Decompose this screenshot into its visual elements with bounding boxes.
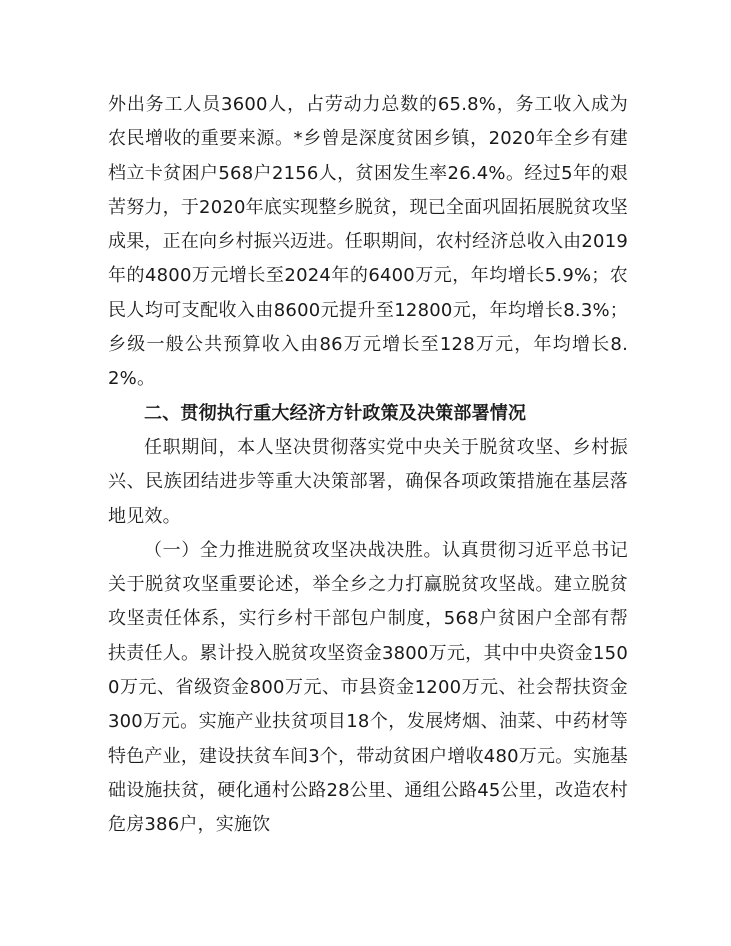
document-page — [108, 88, 628, 843]
body-paragraph-poverty-alleviation: （一）全力推进脱贫攻坚决战决胜。认真贯彻习近平总书记关于脱贫攻坚重要论述，举全乡之力打赢脱贫攻坚战。建立脱贫攻坚责任体系，实行乡村干部包户制度，568户贫困户全部有帮扶责任人。累计投入脱贫攻坚资金3800万元，其中中央资金1500万元、省级资金800万元、市县资金1200万元、社会帮扶资金300万元。实施产业扶贫项目18个，发展烤烟、油菜、中药材等特色产业，建设扶贫车间3个，带动贫困户增收480万元。实施基础设施扶贫，硬化通村公路28公里、通组公路45公里，改造农村危房386户，实施饮 — [108, 539, 628, 836]
body-paragraph-policy-intro: 任职期间，本人坚决贯彻落实党中央关于脱贫攻坚、乡村振兴、民族团结进步等重大决策部署，确保各项政策措施在基层落地见效。 — [108, 436, 628, 527]
section-heading-policy-implementation: 二、贯彻执行重大经济方针政策及决策部署情况 — [144, 402, 527, 424]
body-paragraph-economy-overview: 外出务工人员3600人，占劳动力总数的65.8%，务工收入成为农民增收的重要来源。*乡曾是深度贫困乡镇，2020年全乡有建档立卡贫困户568户2156人，贫困发生率26.4%。经过5年的艰苦努力，于2020年底实现整乡脱贫，现已全面巩固拓展脱贫攻坚成果，正在向乡村振兴迈进。任职期间，农村经济总收入由2019年的4800万元增长至2024年的6400万元，年均增长5.9%；农民人均可支配收入由8600元提升至12800元，年均增长8.3%；乡级一般公共预算收入由86万元增长至128万元，年均增长8.2%。 — [108, 94, 628, 390]
